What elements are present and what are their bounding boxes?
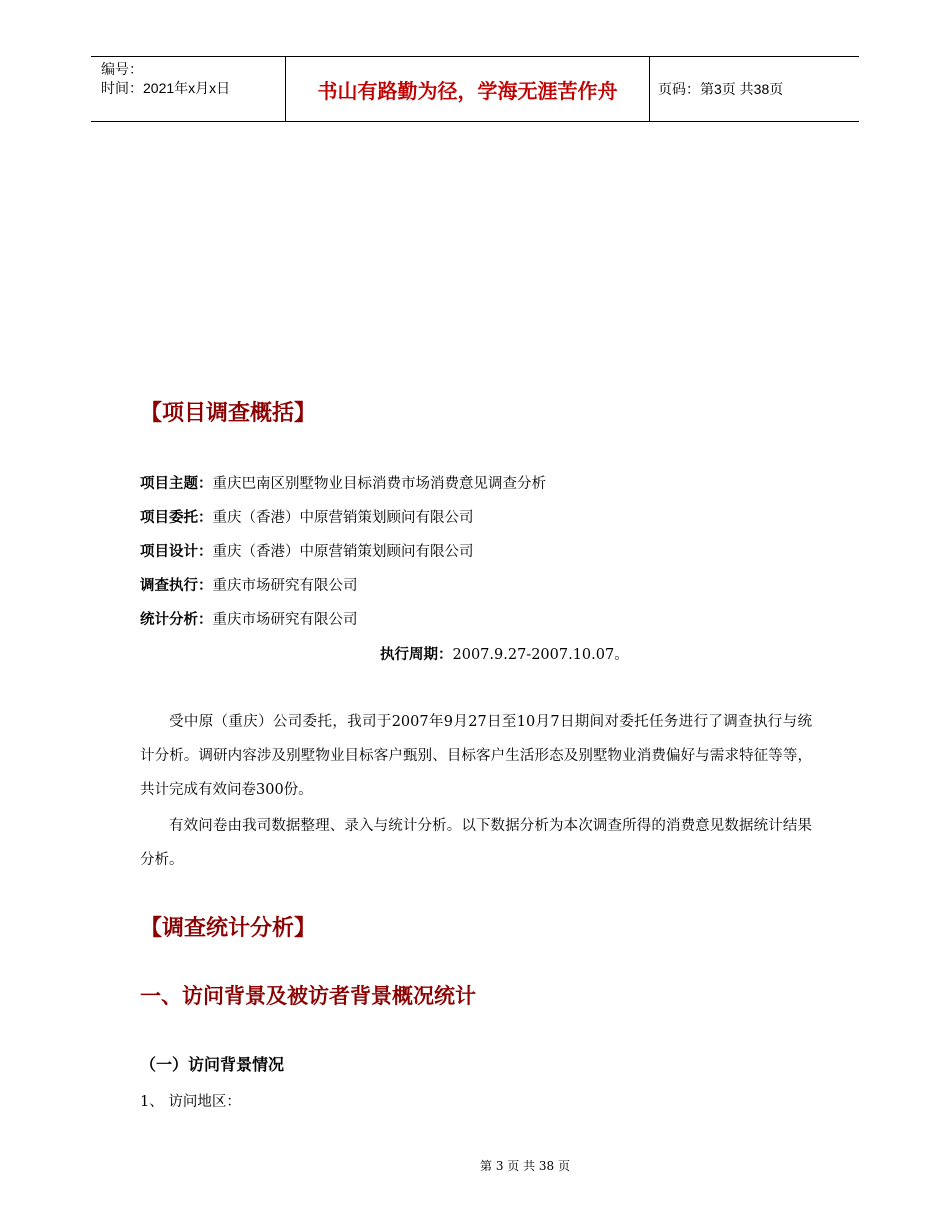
- analysis-title: 【调查统计分析】: [140, 916, 317, 941]
- info-value: 重庆（香港）中原营销策划顾问有限公司: [212, 510, 474, 526]
- info-row-period: [380, 645, 629, 665]
- header-motto: 书山有路勤为径，学海无涯苦作舟: [286, 57, 650, 121]
- subheading-visit-background: （一）访问背景情况: [140, 1055, 285, 1074]
- number-label: 编号：: [101, 61, 143, 77]
- info-row-theme: [140, 474, 546, 494]
- info-value: 重庆巴南区别墅物业目标消费市场消费意见调查分析: [212, 476, 546, 492]
- info-row-client: [140, 508, 474, 528]
- info-label: 调查执行：: [140, 578, 213, 594]
- period-value: 2007.9.27-2007.10.07。: [452, 647, 629, 663]
- page-footer: 第 3 页 共 38 页: [480, 1159, 570, 1173]
- info-label: 项目委托：: [140, 510, 213, 526]
- info-label: 统计分析：: [140, 612, 213, 628]
- info-row-analysis: [140, 610, 358, 630]
- overview-title: 【项目调查概括】: [140, 401, 317, 426]
- info-label: 项目设计：: [140, 544, 213, 560]
- page-header: [91, 56, 859, 122]
- list-item-visit-area: 1、 访问地区：: [140, 1094, 241, 1110]
- info-value: 重庆（香港）中原营销策划顾问有限公司: [212, 544, 474, 560]
- info-label: 项目主题：: [140, 476, 213, 492]
- section-heading-1: 一、访问背景及被访者背景概况统计: [140, 984, 476, 1008]
- overview-paragraph-1: 受中原（重庆）公司委托，我司于2007年9月27日至10月7日期间对委托任务进行了调查执行与统计分析。调研内容涉及别墅物业目标客户甄别、目标客户生活形态及别墅物业消费偏好与需求特征等等，共计完成有效问卷300份。: [140, 714, 812, 798]
- info-value: 重庆市场研究有限公司: [212, 578, 358, 594]
- period-label: 执行周期：: [380, 647, 453, 663]
- header-page-info: 页码：第3页 共38页: [658, 81, 784, 97]
- info-row-execution: [140, 576, 358, 596]
- info-value: 重庆市场研究有限公司: [212, 612, 358, 628]
- overview-paragraph-2: 有效问卷由我司数据整理、录入与统计分析。以下数据分析为本次调查所得的消费意见数据统计结果分析。: [140, 818, 812, 868]
- info-row-design: [140, 542, 474, 562]
- header-meta: [91, 57, 286, 121]
- time-label: 时间：2021年x月x日: [101, 80, 231, 96]
